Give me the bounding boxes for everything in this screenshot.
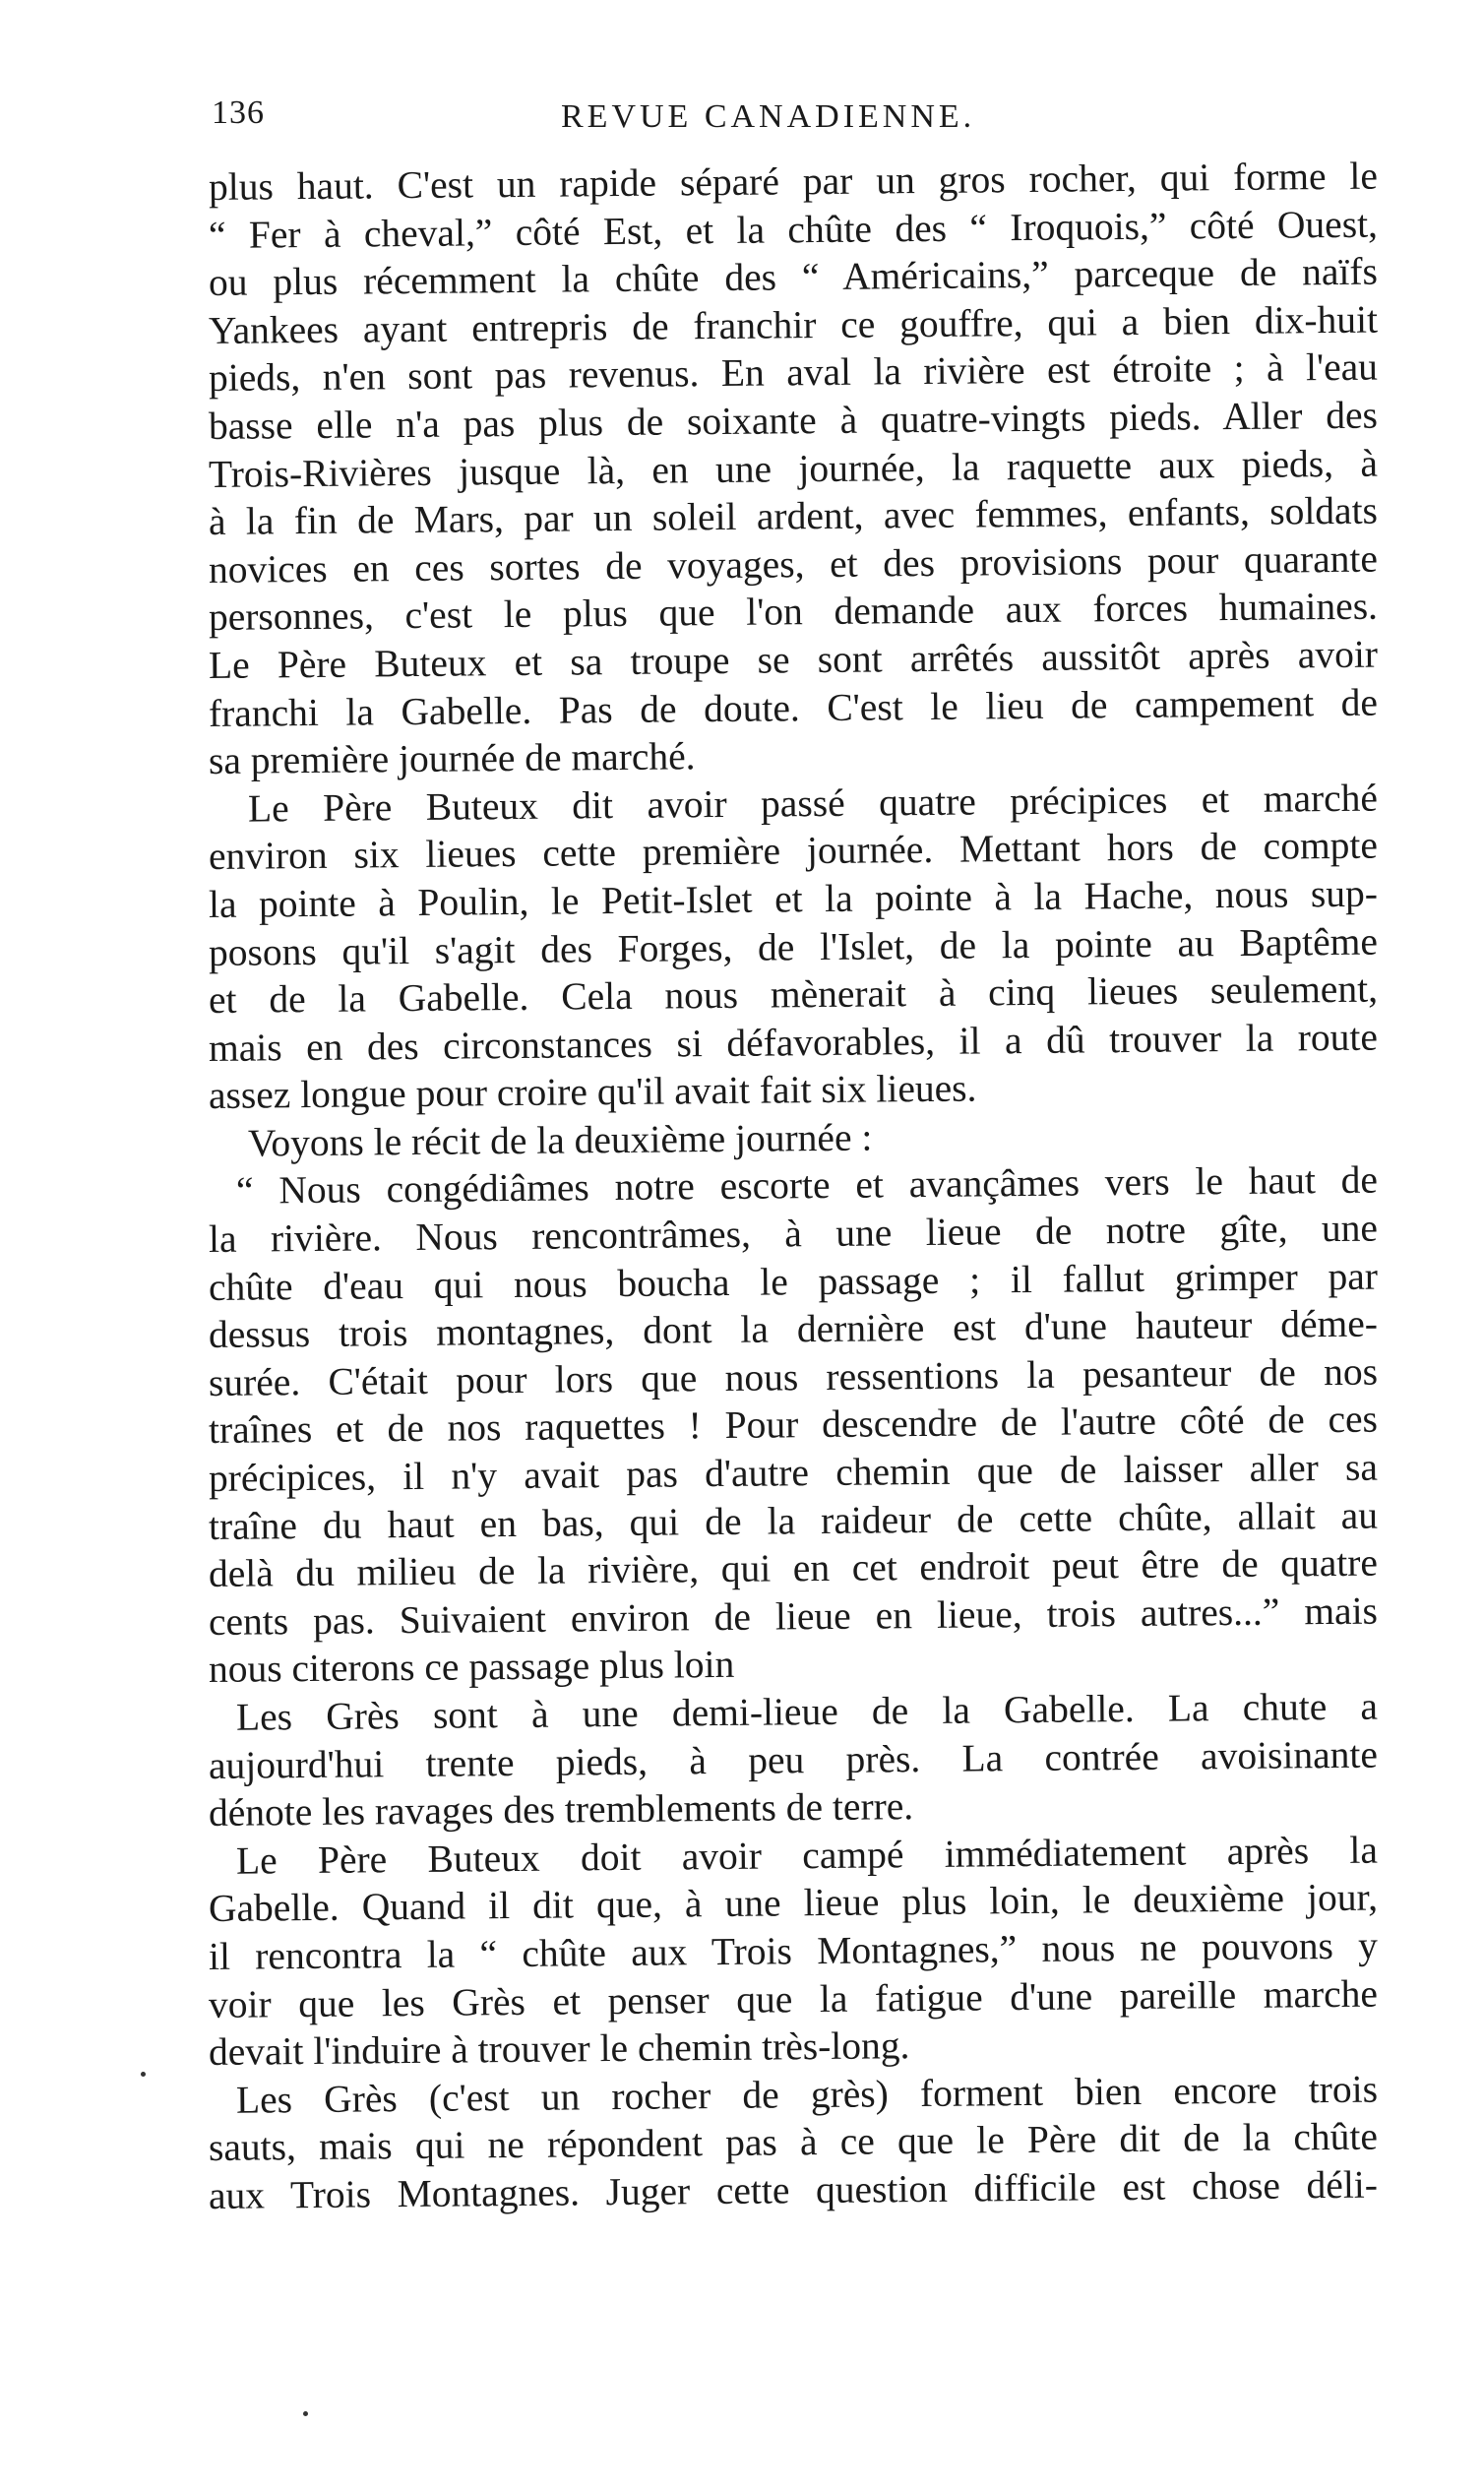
- text-line: assez longue pour croire qu'il avait fait six lieues.: [208, 1066, 977, 1118]
- text-line: sauts, mais qui ne répondent pas à ce que le Père dit de la chûte: [208, 2114, 1379, 2170]
- text-line: posons qu'il s'agit des Forges, de l'Islet, de la pointe au Baptême: [208, 919, 1379, 974]
- text-line: basse elle n'a pas plus de soixante à quatre-vingts pieds. Aller des: [208, 393, 1379, 448]
- text-line: Gabelle. Quand il dit que, à une lieue plus loin, le deuxième jour,: [208, 1875, 1379, 1931]
- running-head: REVUE CANADIENNE.: [561, 98, 976, 135]
- quote-line: précipices, il n'y avait pas d'autre chemin que de laisser aller sa: [208, 1445, 1379, 1501]
- text-line: il rencontra la “ chûte aux Trois Montagnes,” nous ne pouvons y: [208, 1923, 1379, 1978]
- quote-line: delà du milieu de la rivière, qui en cet endroit peut être de quatre: [208, 1540, 1379, 1596]
- quote-line: “ Nous congédiâmes notre escorte et avançâmes vers le haut de: [235, 1158, 1379, 1214]
- text-line: Les Grès (c'est un rocher de grès) forment bien encore trois: [235, 2067, 1379, 2122]
- text-line: aux Trois Montagnes. Juger cette question difficile est chose déli-: [208, 2162, 1379, 2217]
- text-line: franchi la Gabelle. Pas de doute. C'est le lieu de campement de: [208, 680, 1379, 735]
- text-line: et de la Gabelle. Cela nous mènerait à cinq lieues seulement,: [208, 966, 1379, 1023]
- quote-line: traîne du haut en bas, qui de la raideur de cette chûte, allait au: [208, 1493, 1379, 1548]
- text-line: Yankees ayant entrepris de franchir ce gouffre, qui a bien dix-huit: [208, 297, 1379, 352]
- text-line: mais en des circonstances si défavorables, il a dû trouver la route: [208, 1015, 1379, 1070]
- text-line: Trois-Rivières jusque là, en une journée, la raquette aux pieds, à: [208, 441, 1379, 496]
- text-line: Voyons le récit de la deuxième journée :: [247, 1115, 873, 1165]
- text-line: “ Fer à cheval,” côté Est, et la chûte des “ Iroquois,” côté Ouest,: [208, 202, 1379, 257]
- page-number: 136: [212, 94, 265, 131]
- text-line: Le Père Buteux dit avoir passé quatre précipices et marché: [247, 776, 1379, 831]
- text-line: sa première journée de marché.: [208, 734, 696, 783]
- text-line: plus haut. C'est un rapide séparé par un gros rocher, qui forme le: [208, 154, 1379, 209]
- quote-line: dessus trois montagnes, dont la dernière est d'une hauteur déme-: [208, 1301, 1379, 1357]
- text-line: devait l'induire à trouver le chemin très-long.: [208, 2023, 910, 2075]
- quote-line: nous citerons ce passage plus loin: [208, 1643, 735, 1692]
- quote-line: cents pas. Suivaient environ de lieue en lieue, trois autres...” mais: [208, 1588, 1379, 1644]
- text-line: la pointe à Poulin, le Petit-Islet et la pointe à la Hache, nous sup-: [208, 871, 1379, 926]
- print-speck: [141, 2072, 146, 2077]
- text-line: voir que les Grès et penser que la fatigue d'une pareille marche: [208, 1971, 1379, 2026]
- text-line: novices en ces sortes de voyages, et des provisions pour quarante: [208, 536, 1379, 591]
- text-line: Les Grès sont à une demi-lieue de la Gabelle. La chute a: [235, 1684, 1379, 1739]
- text-line: à la fin de Mars, par un soleil ardent, avec femmes, enfants, soldats: [208, 488, 1379, 544]
- quote-line: chûte d'eau qui nous boucha le passage ; il fallut grimper par: [208, 1254, 1379, 1309]
- body-text: [208, 154, 1379, 2220]
- text-line: ou plus récemment la chûte des “ Américains,” parceque de naïfs: [208, 249, 1379, 305]
- text-line: dénote les ravages des tremblements de terre.: [208, 1784, 914, 1836]
- text-line: Le Père Buteux et sa troupe se sont arrêtés aussitôt après avoir: [208, 632, 1379, 687]
- text-line: Le Père Buteux doit avoir campé immédiatement après la: [235, 1828, 1379, 1883]
- page-header: [212, 94, 1378, 154]
- print-speck: [303, 2411, 308, 2416]
- text-line: personnes, c'est le plus que l'on demande aux forces humaines.: [208, 584, 1379, 640]
- quote-line: surée. C'était pour lors que nous ressentions la pesanteur de nos: [208, 1349, 1379, 1404]
- text-line: aujourd'hui trente pieds, à peu près. La contrée avoisinante: [208, 1732, 1379, 1787]
- quote-line: la rivière. Nous rencontrâmes, à une lieue de notre gîte, une: [208, 1206, 1379, 1262]
- text-line: pieds, n'en sont pas revenus. En aval la rivière est étroite ; à l'eau: [208, 344, 1379, 401]
- quote-line: traînes et de nos raquettes ! Pour descendre de l'autre côté de ces: [208, 1398, 1379, 1453]
- text-line: environ six lieues cette première journée. Mettant hors de compte: [208, 823, 1379, 879]
